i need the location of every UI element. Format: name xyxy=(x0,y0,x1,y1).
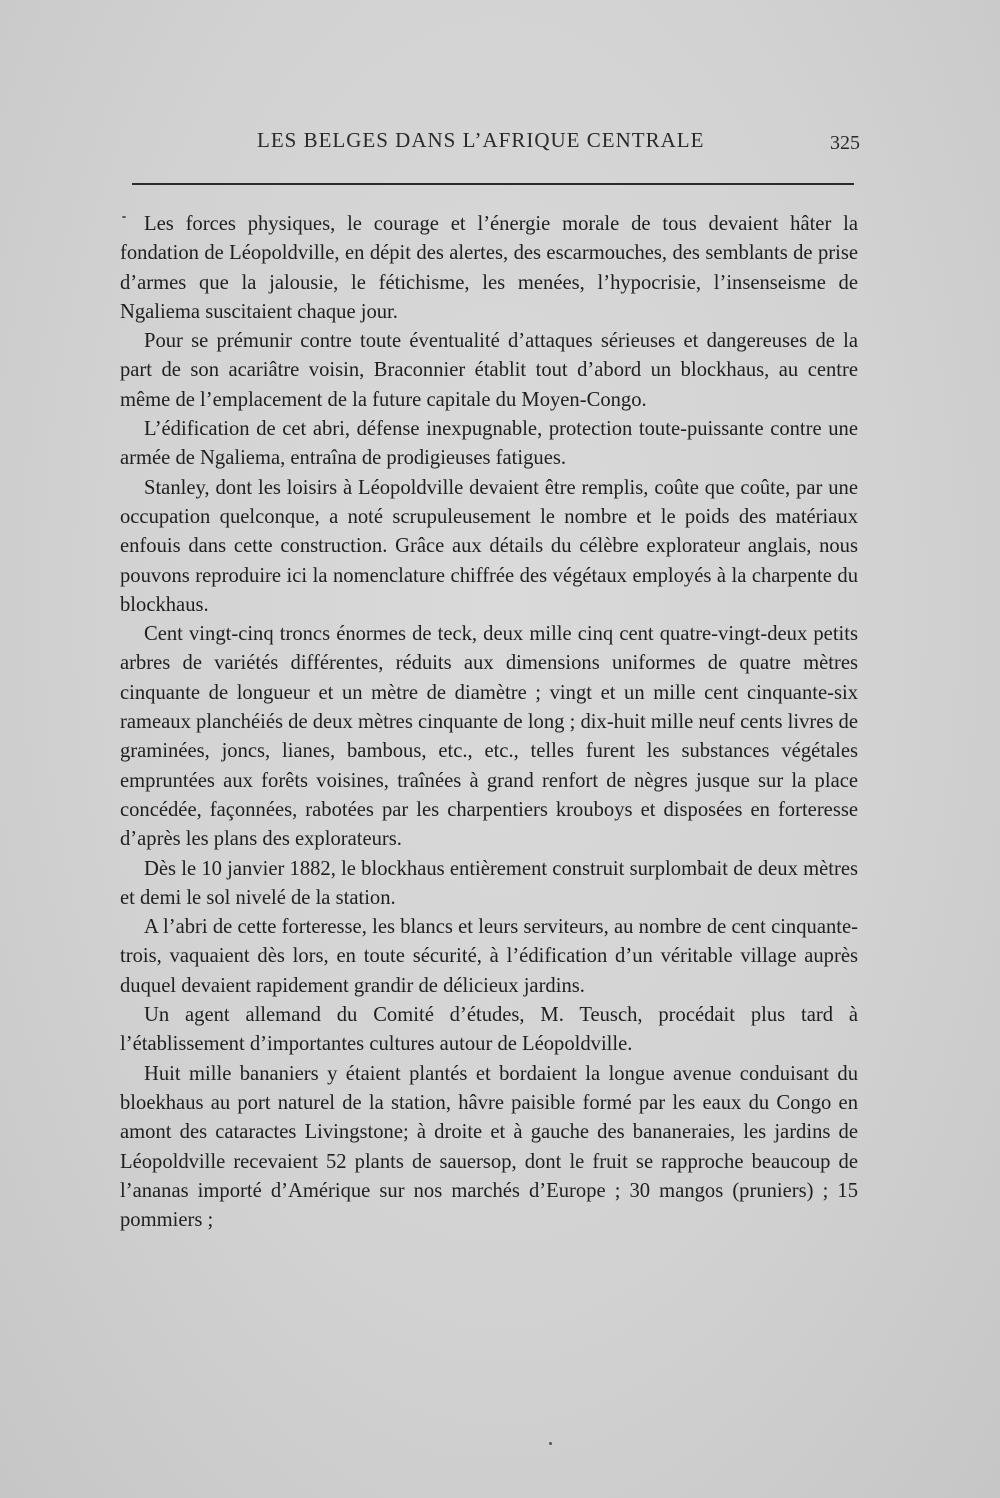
page-number: 325 xyxy=(830,132,860,154)
paragraph: Stanley, dont les loisirs à Léopoldville devaient être remplis, coûte que coûte, par une occupation quelconque, a noté scrupuleusement le nombre et le poids des matériaux enfouis dans cette construction. Grâce aux détails du célèbre explorateur anglais, nous pouvons reproduire ici la nomenclature chiffrée des végétaux employés à la charpente du blockhaus. xyxy=(120,476,858,616)
running-head xyxy=(120,124,860,160)
paragraph: Cent vingt-cinq troncs énormes de teck, deux mille cinq cent quatre-vingt-deux petits arbres de variétés différentes, réduits aux dimensions uniformes de quatre mètres cinquante de longueur et un mètre de diamètre ; vingt et un mille cent cinquante-six rameaux planchéiés de deux mètres cinquante de long ; dix-huit mille neuf cents livres de graminées, joncs, lianes, bambous, etc., etc., telles furent les substances végétales empruntées aux forêts voisines, traînées à grand renfort de nègres jusque sur la place concédée, façonnées, rabotées par les charpentiers krouboys et disposées en forteresse d’après les plans des explorateurs. xyxy=(120,623,858,851)
body-text xyxy=(120,210,858,1235)
paper-speck xyxy=(549,1442,552,1445)
paragraph: Pour se prémunir contre toute éventualité d’attaques sérieuses et dangereuses de la part de son acariâtre voisin, Braconnier établit tout d’abord un blockhaus, au centre même de l’emplacement de la future capitale du Moyen-Congo. xyxy=(120,330,858,411)
paragraph: Un agent allemand du Comité d’études, M. Teusch, procédait plus tard à l’établissement d’importantes cultures autour de Léopoldville. xyxy=(120,1004,858,1056)
running-title: LES BELGES DANS L’AFRIQUE CENTRALE xyxy=(257,128,705,152)
paragraph: Huit mille bananiers y étaient plantés et bordaient la longue avenue conduisant du bloekhaus au port naturel de la station, hâvre paisible formé par les eaux du Congo en amont des cataractes Livingstone; à droite et à gauche des bananeraies, les jardins de Léopoldville recevaient 52 plants de sauersop, dont le fruit se rapproche beaucoup de l’ananas importé d’Amérique sur nos marchés d’Europe ; 30 mangos (pruniers) ; 15 pommiers ; xyxy=(120,1062,858,1232)
paragraph: Dès le 10 janvier 1882, le blockhaus entièrement construit surplombait de deux mètres et demi le sol nivelé de la station. xyxy=(120,857,858,909)
paragraph: A l’abri de cette forteresse, les blancs et leurs serviteurs, au nombre de cent cinquante-trois, vaquaient dès lors, en toute sécurité, à l’édification d’un véritable village auprès duquel devaient rapidement grandir de délicieux jardins. xyxy=(120,916,858,997)
paragraph: L’édification de cet abri, défense inexpugnable, protection toute-puissante contre une armée de Ngaliema, entraîna de prodigieuses fatigues. xyxy=(120,418,858,470)
header-rule xyxy=(132,183,854,185)
paper-speck xyxy=(122,216,126,218)
paragraph: Les forces physiques, le courage et l’énergie morale de tous devaient hâter la fondation de Léopoldville, en dépit des alertes, des escarmouches, des semblants de prise d’armes que la jalousie, le fétichisme, les menées, l’hypocrisie, l’insenseisme de Ngaliema suscitaient chaque jour. xyxy=(120,213,858,323)
